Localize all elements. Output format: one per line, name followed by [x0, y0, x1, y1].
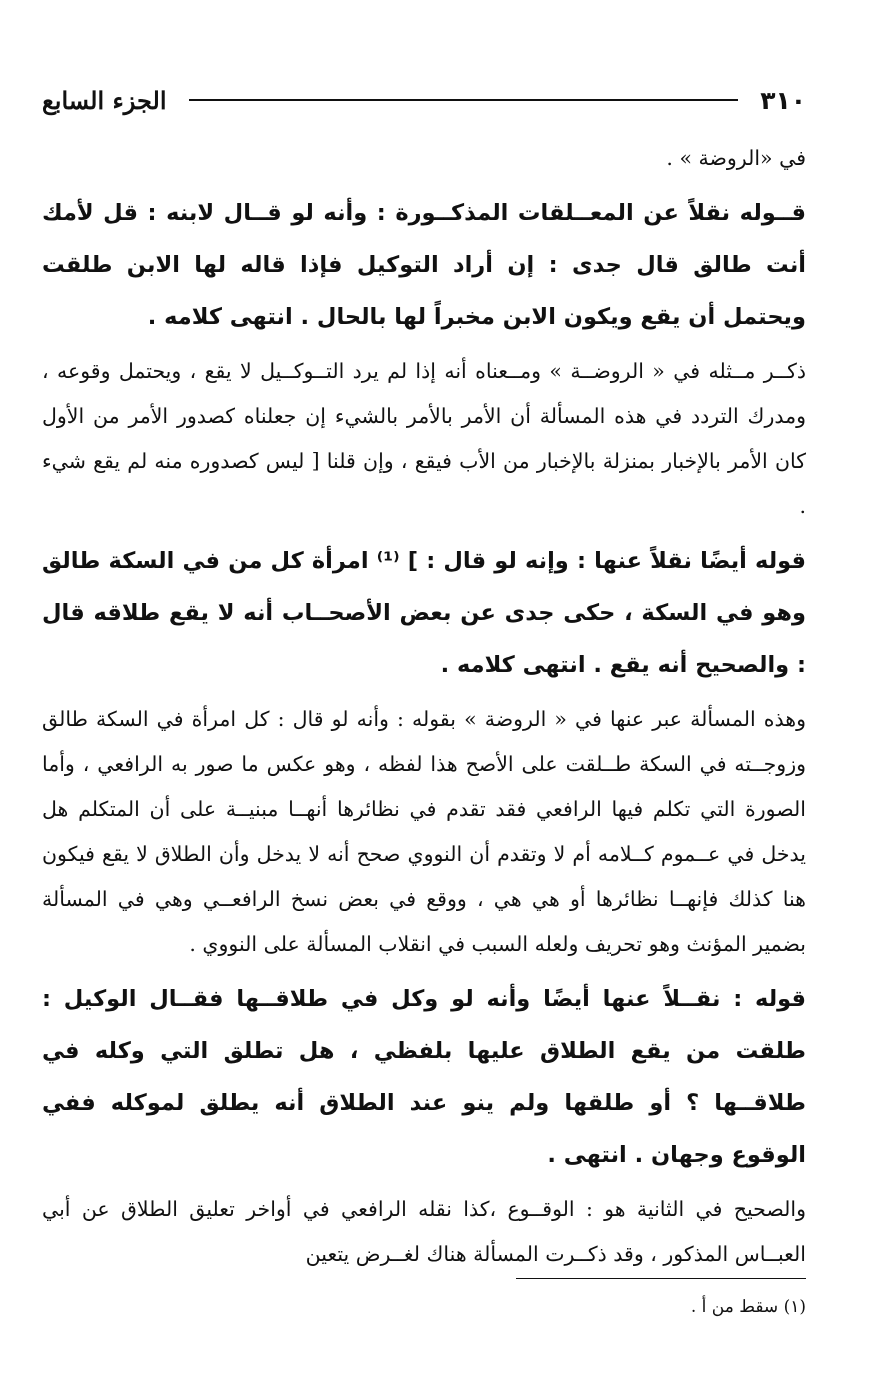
- page-number: ٣١٠: [760, 85, 806, 115]
- footnote: (١) سقط من أ .: [690, 1297, 806, 1317]
- quoted-paragraph: قوله أيضًا نقلاً عنها : وإنه لو قال : ] ⁽¹⁾ امرأة كل من في السكة طالق وهو في السكة ، حكى جدى عن بعض الأصحــاب أنه لا يقع طلاقه قال : والصحيح أنه يقع . انتهى كلامه .: [42, 548, 806, 678]
- quoted-paragraph: قــوله نقلاً عن المعــلقات المذكــورة : وأنه لو قــال لابنه : قل لأمك أنت طالق قال جدى : إن أراد التوكيل فإذا قاله لها الابن طلقت ويحتمل أن يقع ويكون الابن مخبراً لها بالحال . انتهى كلامه .: [42, 200, 806, 330]
- volume-title: الجزء السابع: [42, 85, 167, 115]
- text-paragraph: في «الروضة » .: [666, 146, 806, 170]
- page-header: [42, 78, 806, 122]
- commentary-paragraph: والصحيح في الثانية هو : الوقــوع ،كذا نقله الرافعي في أواخر تعليق الطلاق عن أبي العبــاس المذكور ، وقد ذكــرت المسألة هناك لغــرض يتعين: [42, 1197, 806, 1266]
- commentary-paragraph: ذكــر مــثله في « الروضــة » ومــعناه أنه إذا لم يرد التــوكــيل لا يقع ، ويحتمل وقوعه ، ومدرك التردد في هذه المسألة أن الأمر بالأمر بالشيء إن جعلناه كصدور الأمر من الأول كان الأمر بالإخبار بمنزلة بالإخبار من الأب فيقع ، وإن قلنا [ ليس كصدوره منه لم يقع شيء .: [42, 359, 806, 518]
- header-rule: [189, 99, 739, 101]
- book-page: [42, 78, 806, 1277]
- page-body: [42, 136, 806, 1277]
- quoted-paragraph: قوله : نقــلاً عنها أيضًا وأنه لو وكل في طلاقــها فقــال الوكيل : طلقت من يقع الطلاق عليها بلفظي ، هل تطلق التي وكله في طلاقــها ؟ أو طلقها ولم ينو عند الطلاق أنه يطلق لموكله ففي الوقوع وجهان . انتهى .: [42, 986, 806, 1168]
- commentary-paragraph: وهذه المسألة عبر عنها في « الروضة » بقوله : وأنه لو قال : كل امرأة في السكة طالق وزوجــته في السكة طــلقت على الأصح هذا لفظه ، وهو عكس ما صور به الرافعي ، وأما الصورة التي تكلم فيها الرافعي فقد تقدم في نظائرها أنهــا مبنيــة على أن المتكلم هل يدخل في عــموم كــلامه أم لا وتقدم أن النووي صحح أنه لا يدخل وأن الطلاق لا يقع فيكون هنا كذلك فإنهــا نظائرها أو هي هي ، ووقع في بعض نسخ الرافعــي وهي في المسألة بضمير المؤنث وهو تحريف ولعله السبب في انقلاب المسألة على النووي .: [42, 707, 806, 956]
- footnote-rule: [516, 1278, 806, 1279]
